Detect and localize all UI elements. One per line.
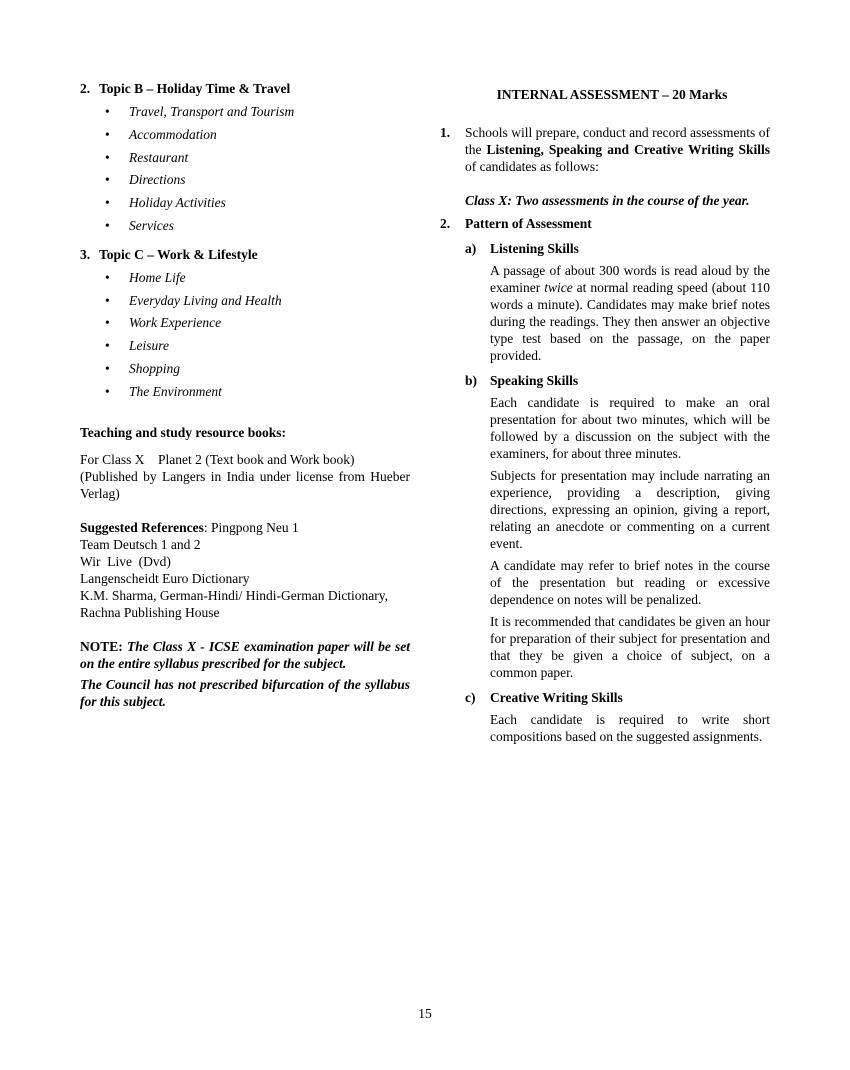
topic-b-heading: 2. Topic B – Holiday Time & Travel [80,81,291,96]
reference-line: Team Deutsch 1 and 2 [80,536,201,552]
bullet-icon: • [105,383,110,399]
sub-item-c-body: Each candidate is required to write short compositions based on the suggested assignments. [490,712,770,744]
bullet-icon: • [105,104,110,119]
bullet-icon: • [105,315,110,331]
bullet-icon: • [105,338,110,354]
item-1-text: Schools will prepare, conduct and record assessments of the Listening, Speaking and Creative Writing Skills of candidates as follows: [465,125,770,174]
right-column [440,80,770,750]
bullet-icon: • [105,217,110,233]
list-item: • Shopping [105,360,181,376]
list-item: • Home Life [105,269,186,285]
numbered-item-2: 2. Pattern of Assessment [440,216,592,231]
suggested-references: Suggested References: Pingpong Neu 1 [80,519,299,535]
bullet-icon: • [105,360,110,376]
bullet-icon: • [105,149,110,165]
books-line-2: (Published by Langers in India under license from Hueber Verlag) [80,468,410,501]
sub-item-a: a) Listening Skills [465,241,579,256]
list-item: • The Environment [105,383,222,399]
left-column [80,80,410,710]
speaking-paragraph: Subjects for presentation may include narrating an experience, providing a description, giving directions, expressing an opinion, giving a report, relating an anecdote or commenting on a current event. [490,468,770,551]
item-2-title: Pattern of Assessment [465,216,592,231]
section-title: INTERNAL ASSESSMENT – 20 Marks [496,87,728,102]
list-item: • Travel, Transport and Tourism [105,104,295,119]
books-line-1: For Class X Planet 2 (Text book and Work book) [80,451,355,467]
bullet-icon: • [105,269,110,285]
list-item: • Leisure [105,338,169,354]
reference-line: K.M. Sharma, German-Hindi/ Hindi-German Dictionary, Rachna Publishing House [80,587,389,620]
sub-item-b: b) Speaking Skills [465,373,579,388]
sub-item-a-body: A passage of about 300 words is read aloud by the examiner twice at normal reading speed (about 110 words a minute). Candidates may make brief notes during the readings. They then answer an objective type test based on the passage, on the paper provided. [490,263,770,363]
bullet-icon: • [105,172,110,188]
bullet-icon: • [105,292,110,308]
page-number: 15 [418,1006,432,1021]
list-item: • Services [105,217,174,233]
topic-b-list [80,103,410,240]
bullet-icon: • [105,126,110,142]
list-item: • Holiday Activities [105,195,226,211]
sub-item-c: c) Creative Writing Skills [465,690,623,705]
bullet-icon: • [105,195,110,211]
list-item: • Directions [105,172,186,188]
topic-c-heading: 3. Topic C – Work & Lifestyle [80,246,258,262]
list-item: • Accommodation [105,126,217,142]
note-paragraph: NOTE: The Class X - ICSE examination paper will be set on the entire syllabus prescribed for the subject. [80,638,410,671]
note-paragraph-2: The Council has not prescribed bifurcation of the syllabus for this subject. [80,676,410,709]
list-item: • Everyday Living and Health [105,292,282,308]
books-heading: Teaching and study resource books: [80,424,287,440]
speaking-paragraph: It is recommended that candidates be given an hour for preparation of their subject for presentation and that they be given a choice of subject, on a common paper. [490,614,770,680]
list-item: • Restaurant [105,149,189,165]
topic-c-list [80,269,410,406]
speaking-paragraph: A candidate may refer to brief notes in the course of the presentation but reading or excessive dependence on notes will be penalized. [490,558,770,607]
reference-line: Langenscheidt Euro Dictionary [80,570,250,586]
numbered-item-1: 1. Schools will prepare, conduct and record assessments of the Listening, Speaking and Creative Writing Skills of candidates as follows: Class X: Two assessments in the course of the year. [440,125,770,208]
class-x-note: Class X: Two assessments in the course of the year. [465,193,750,208]
speaking-paragraph: Each candidate is required to make an oral presentation for about two minutes, which will be followed by a discussion on the subject with the examiners, for about three minutes. [490,395,770,461]
list-item: • Work Experience [105,315,222,331]
reference-line: Wir Live (Dvd) [80,553,171,569]
sub-item-b-body [440,394,770,681]
